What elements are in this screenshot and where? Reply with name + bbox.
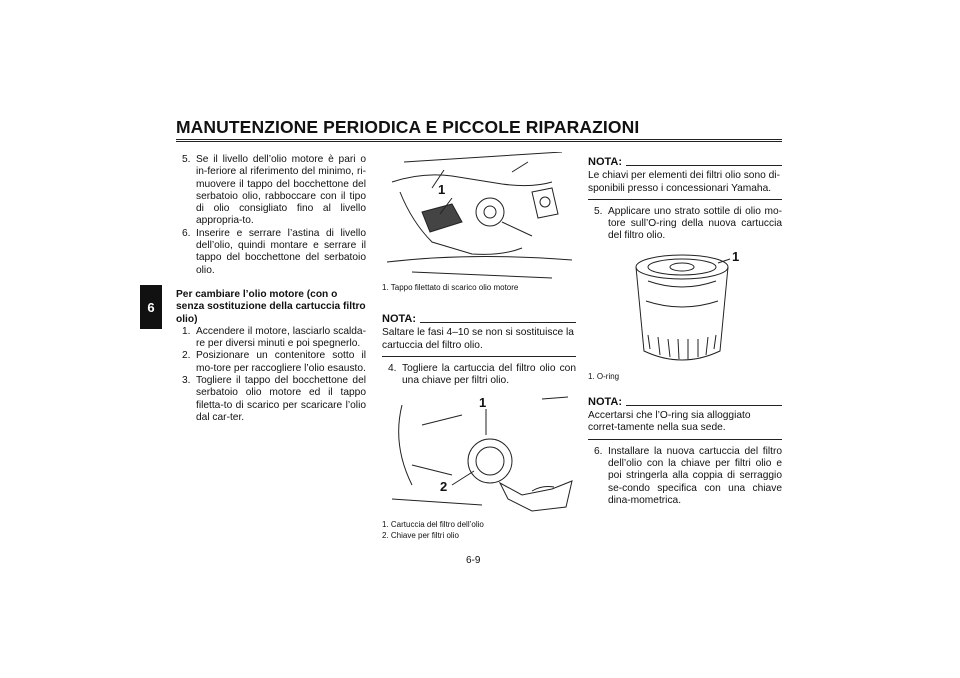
step-text: Applicare uno strato sottile di olio mo-tore sull’O-ring della nuova cartuccia del filtro olio.: [608, 205, 782, 242]
nota-box: [382, 313, 576, 357]
chapter-tab: 6: [140, 285, 162, 329]
step-text: Posizionare un contenitore sotto il mo-tore per raccogliere l’olio esausto.: [196, 350, 366, 374]
step-number: 3.: [182, 375, 191, 387]
step-number: 1.: [182, 325, 191, 337]
page-number: 6-9: [466, 555, 481, 566]
step-text: Togliere la cartuccia del filtro olio con una chiave per filtri olio.: [402, 362, 576, 387]
nota-label: NOTA:: [588, 395, 623, 408]
nota-text: Le chiavi per elementi dei filtri olio sono di-sponibili presso i concessionari Yamaha.: [588, 170, 782, 200]
figure-caption: 1. O-ring: [588, 371, 620, 381]
nota-box: [588, 396, 782, 440]
step-text: Se il livello dell’olio motore è pari o in-feriore al riferimento del minimo, ri-muovere il tappo del bocchettone del serbatoio olio, rabboccare con il tipo di olio consigliato fino al livello appropria-to.: [196, 154, 366, 227]
nota-label: NOTA:: [382, 313, 417, 325]
figure-caption: 1. Tappo filettato di scarico olio motore: [382, 283, 519, 292]
nota-text: Accertarsi che l’O-ring sia alloggiato corret-tamente nella sua sede.: [588, 410, 782, 440]
step-text: Inserire e serrare l’astina di livello dell’olio, quindi montare e serrare il tappo del bocchettone del serbatoio olio.: [196, 227, 366, 276]
column-left: [176, 154, 366, 424]
figure-filter-removal: [382, 395, 576, 513]
section-subheading: Per cambiare l’olio motore (con o senza sostituzione della cartuccia filtro olio): [176, 288, 366, 325]
step-number: 6.: [182, 227, 191, 239]
step-6: [176, 228, 366, 277]
step-4: [382, 363, 576, 388]
step-2: [176, 350, 366, 375]
callout-number: 1: [438, 182, 446, 197]
step-number: 5.: [594, 205, 603, 217]
step-1: [176, 326, 366, 351]
step-3: [176, 375, 366, 424]
figure-oring: [588, 248, 782, 367]
step-number: 5.: [182, 154, 191, 165]
callout-number: 1: [479, 395, 487, 411]
step-number: 4.: [388, 362, 397, 374]
step-6: [588, 446, 782, 507]
nota-box: [588, 156, 782, 200]
engine-drain-illustration: [382, 152, 576, 280]
figure-drain-bolt: [382, 152, 576, 280]
callout-number: 2: [440, 479, 448, 495]
step-number: 6.: [594, 445, 603, 457]
nota-label: NOTA:: [588, 156, 623, 168]
filter-wrench-illustration: [382, 395, 576, 513]
step-5: [176, 154, 366, 228]
step-text: Togliere il tappo del bocchettone del serbatoio olio motore ed il tappo filetta-to di scarico per scaricare l’olio dal car-ter.: [196, 375, 366, 423]
figure-caption: 1. Cartuccia del filtro dell’olio: [382, 520, 484, 530]
step-number: 2.: [182, 350, 191, 362]
step-5: [588, 206, 782, 243]
title-divider: [176, 139, 782, 142]
column-right: [588, 156, 782, 507]
page-title: MANUTENZIONE PERIODICA E PICCOLE RIPARAZIONI: [176, 117, 640, 137]
oil-filter-illustration: [588, 248, 782, 367]
step-text: Installare la nuova cartuccia del filtro dell’olio con la chiave per filtri olio e poi stringerla alla coppia di serraggio se-condo specifica con una chiave dina-mometrica.: [608, 445, 782, 506]
figure-caption: 2. Chiave per filtri olio: [382, 531, 459, 541]
column-middle: [382, 152, 576, 541]
step-text: Accendere il motore, lasciarlo scalda-re per diversi minuti e poi spegnerlo.: [196, 325, 366, 350]
callout-number: 1: [732, 248, 740, 264]
nota-text: Saltare le fasi 4–10 se non si sostituisce la cartuccia del filtro olio.: [382, 327, 576, 357]
